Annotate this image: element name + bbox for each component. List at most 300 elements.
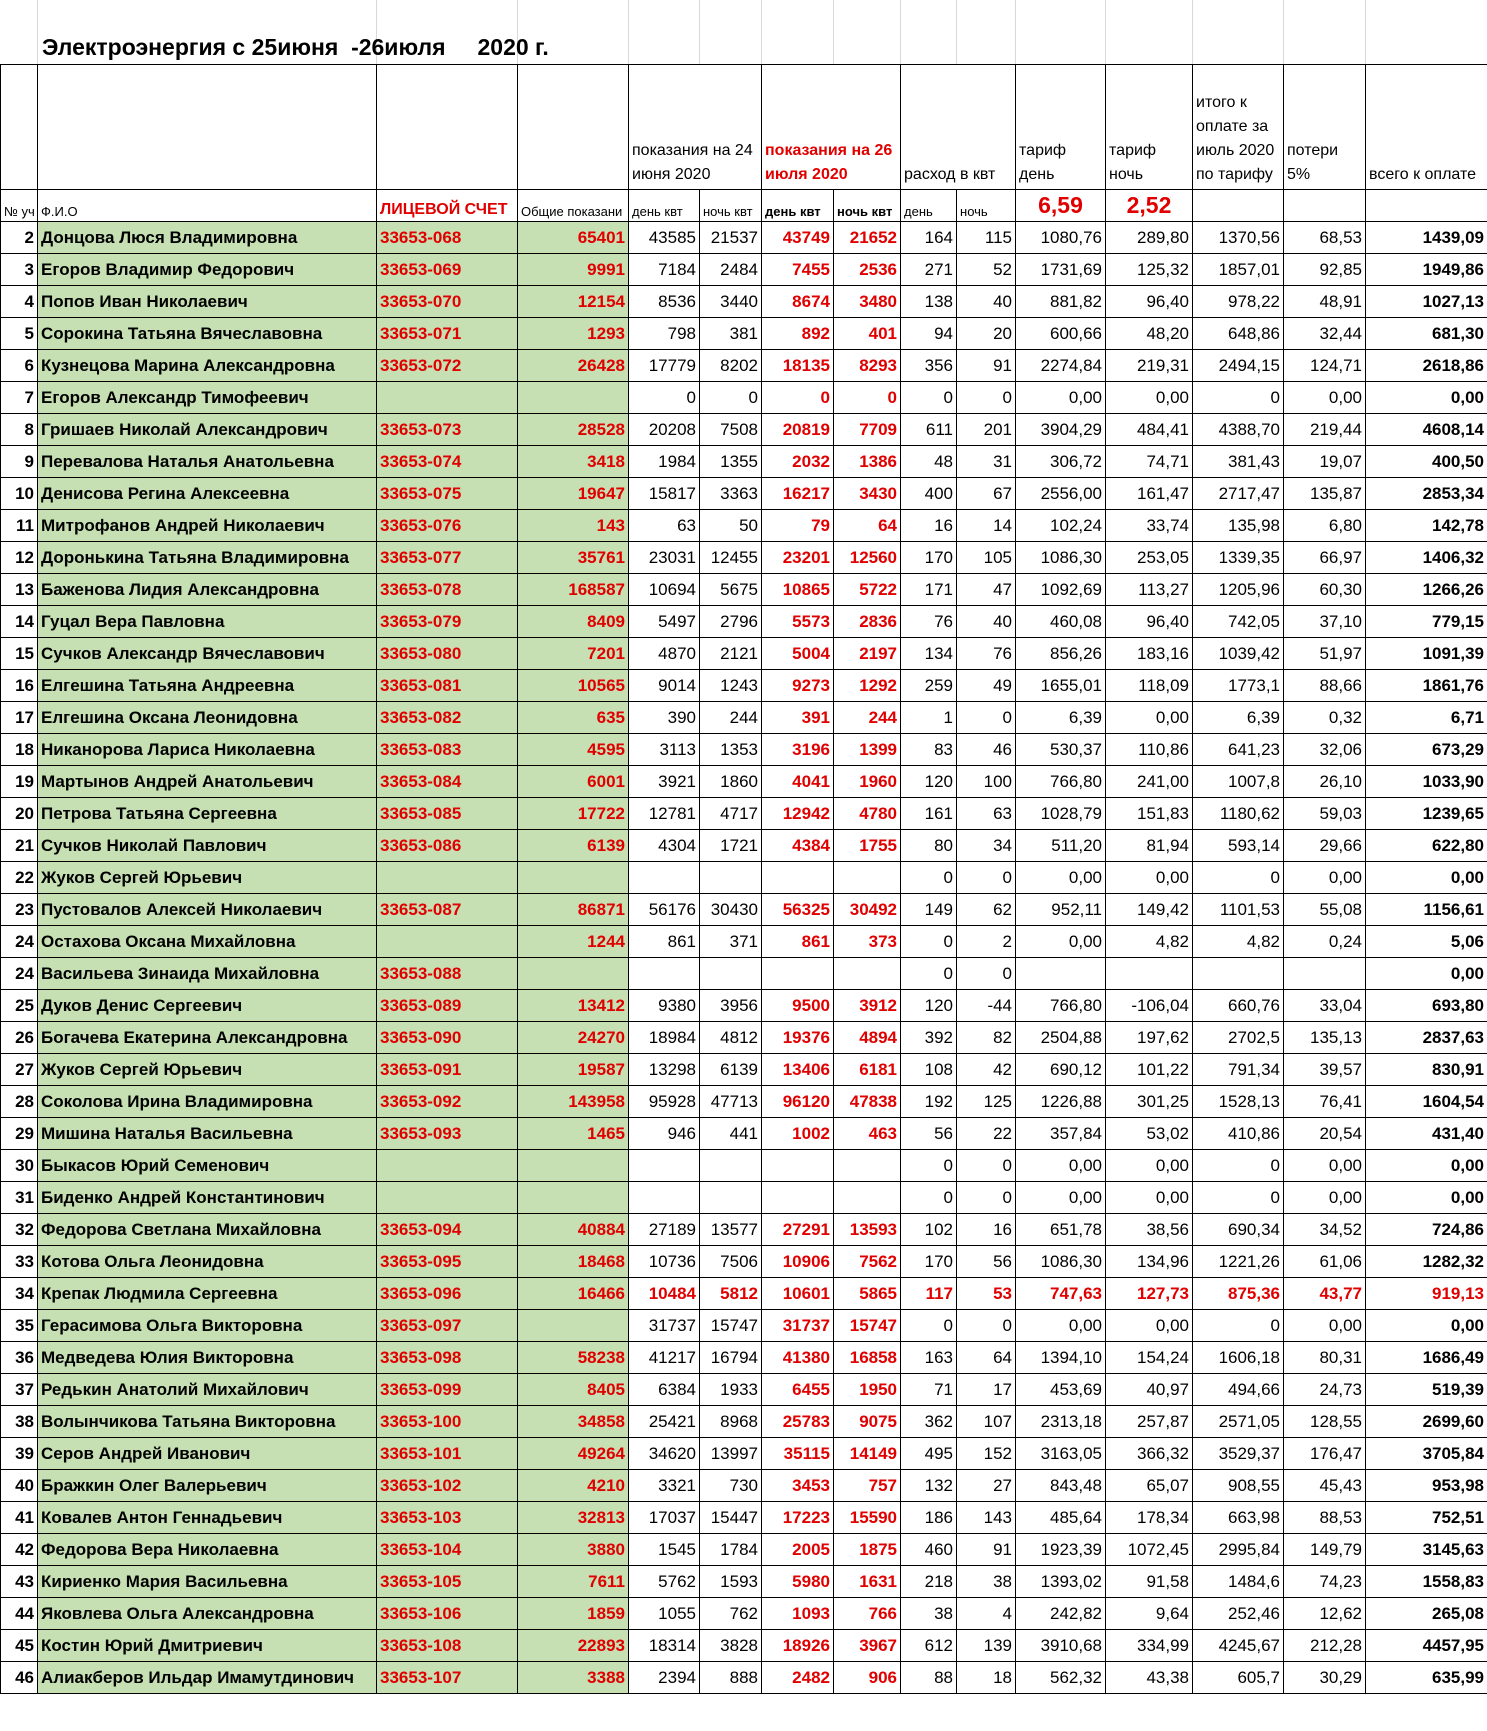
curr-day-kwh-cell: 2005 bbox=[762, 1534, 834, 1566]
usage-night-cell: 76 bbox=[957, 638, 1016, 670]
plot-number-cell: 11 bbox=[1, 510, 38, 542]
table-row bbox=[1, 894, 1487, 926]
cost-night-cell: 366,32 bbox=[1106, 1438, 1193, 1470]
cost-day-cell: 1086,30 bbox=[1016, 542, 1106, 574]
table-row bbox=[1, 702, 1487, 734]
account-number-cell: 33653-101 bbox=[377, 1438, 518, 1470]
sum-by-tariff-cell: 135,98 bbox=[1193, 510, 1284, 542]
total-to-pay-cell: 1033,90 bbox=[1366, 766, 1487, 798]
prev-night-kwh-cell: 50 bbox=[700, 510, 762, 542]
curr-day-kwh-cell: 12942 bbox=[762, 798, 834, 830]
total-to-pay-cell: 673,29 bbox=[1366, 734, 1487, 766]
total-to-pay-cell: 622,80 bbox=[1366, 830, 1487, 862]
cost-day-cell: 766,80 bbox=[1016, 766, 1106, 798]
curr-day-kwh-cell: 8674 bbox=[762, 286, 834, 318]
sum-by-tariff-cell: 252,46 bbox=[1193, 1598, 1284, 1630]
curr-day-kwh-cell: 0 bbox=[762, 382, 834, 414]
prev-night-kwh-cell: 47713 bbox=[700, 1086, 762, 1118]
usage-day-cell: 16 bbox=[901, 510, 957, 542]
owner-name-cell: Быкасов Юрий Семенович bbox=[38, 1150, 377, 1182]
losses-cell: 39,57 bbox=[1284, 1054, 1366, 1086]
prev-night-kwh-cell: 13997 bbox=[700, 1438, 762, 1470]
curr-day-kwh-cell: 56325 bbox=[762, 894, 834, 926]
sum-by-tariff-cell: 0 bbox=[1193, 1182, 1284, 1214]
subheader-curr-day: день квт bbox=[762, 190, 834, 222]
prev-day-kwh-cell: 15817 bbox=[629, 478, 700, 510]
owner-name-cell: Жуков Сергей Юрьевич bbox=[38, 862, 377, 894]
prev-day-kwh-cell: 8536 bbox=[629, 286, 700, 318]
owner-name-cell: Волынчикова Татьяна Викторовна bbox=[38, 1406, 377, 1438]
sum-by-tariff-cell: 660,76 bbox=[1193, 990, 1284, 1022]
cost-night-cell: 334,99 bbox=[1106, 1630, 1193, 1662]
subheader-curr-night: ночь квт bbox=[834, 190, 901, 222]
curr-night-kwh-cell: 21652 bbox=[834, 222, 901, 254]
table-row bbox=[1, 1310, 1487, 1342]
usage-night-cell: 27 bbox=[957, 1470, 1016, 1502]
losses-cell: 37,10 bbox=[1284, 606, 1366, 638]
usage-night-cell: 14 bbox=[957, 510, 1016, 542]
subheader-name: Ф.И.О bbox=[38, 190, 377, 222]
losses-cell: 30,29 bbox=[1284, 1662, 1366, 1694]
usage-day-cell: 0 bbox=[901, 382, 957, 414]
owner-name-cell: Алиакберов Ильдар Имамутдинович bbox=[38, 1662, 377, 1694]
total-to-pay-cell: 3705,84 bbox=[1366, 1438, 1487, 1470]
sum-by-tariff-cell: 1205,96 bbox=[1193, 574, 1284, 606]
plot-number-cell: 44 bbox=[1, 1598, 38, 1630]
total-readings-cell: 4210 bbox=[518, 1470, 629, 1502]
account-number-cell bbox=[377, 382, 518, 414]
curr-night-kwh-cell bbox=[834, 1182, 901, 1214]
account-number-cell: 33653-097 bbox=[377, 1310, 518, 1342]
curr-night-kwh-cell: 16858 bbox=[834, 1342, 901, 1374]
table-row bbox=[1, 926, 1487, 958]
plot-number-cell: 14 bbox=[1, 606, 38, 638]
owner-name-cell: Редькин Анатолий Михайлович bbox=[38, 1374, 377, 1406]
table-row bbox=[1, 1470, 1487, 1502]
prev-night-kwh-cell: 441 bbox=[700, 1118, 762, 1150]
account-number-cell: 33653-084 bbox=[377, 766, 518, 798]
total-to-pay-cell: 830,91 bbox=[1366, 1054, 1487, 1086]
curr-night-kwh-cell bbox=[834, 862, 901, 894]
prev-night-kwh-cell: 1593 bbox=[700, 1566, 762, 1598]
cost-night-cell: 484,41 bbox=[1106, 414, 1193, 446]
table-row bbox=[1, 670, 1487, 702]
curr-night-kwh-cell: 757 bbox=[834, 1470, 901, 1502]
sum-by-tariff-cell: 1370,56 bbox=[1193, 222, 1284, 254]
prev-night-kwh-cell: 7506 bbox=[700, 1246, 762, 1278]
curr-night-kwh-cell: 64 bbox=[834, 510, 901, 542]
prev-day-kwh-cell: 3113 bbox=[629, 734, 700, 766]
table-row bbox=[1, 798, 1487, 830]
prev-day-kwh-cell: 10484 bbox=[629, 1278, 700, 1310]
account-number-cell: 33653-093 bbox=[377, 1118, 518, 1150]
losses-cell: 24,73 bbox=[1284, 1374, 1366, 1406]
total-to-pay-cell: 1686,49 bbox=[1366, 1342, 1487, 1374]
plot-number-cell: 39 bbox=[1, 1438, 38, 1470]
total-readings-cell bbox=[518, 862, 629, 894]
usage-night-cell: 47 bbox=[957, 574, 1016, 606]
usage-night-cell: 38 bbox=[957, 1566, 1016, 1598]
usage-day-cell: 1 bbox=[901, 702, 957, 734]
curr-night-kwh-cell: 0 bbox=[834, 382, 901, 414]
usage-night-cell: 100 bbox=[957, 766, 1016, 798]
account-number-cell: 33653-098 bbox=[377, 1342, 518, 1374]
total-to-pay-cell: 681,30 bbox=[1366, 318, 1487, 350]
plot-number-cell: 29 bbox=[1, 1118, 38, 1150]
curr-day-kwh-cell: 3453 bbox=[762, 1470, 834, 1502]
usage-day-cell: 171 bbox=[901, 574, 957, 606]
total-readings-cell: 1859 bbox=[518, 1598, 629, 1630]
account-number-cell: 33653-092 bbox=[377, 1086, 518, 1118]
cost-day-cell: 1394,10 bbox=[1016, 1342, 1106, 1374]
plot-number-cell: 33 bbox=[1, 1246, 38, 1278]
cost-day-cell: 530,37 bbox=[1016, 734, 1106, 766]
losses-cell: 128,55 bbox=[1284, 1406, 1366, 1438]
prev-day-kwh-cell: 798 bbox=[629, 318, 700, 350]
sum-by-tariff-cell: 0 bbox=[1193, 862, 1284, 894]
prev-night-kwh-cell: 3828 bbox=[700, 1630, 762, 1662]
curr-day-kwh-cell: 1093 bbox=[762, 1598, 834, 1630]
sum-by-tariff-cell: 4,82 bbox=[1193, 926, 1284, 958]
cost-night-cell: 1072,45 bbox=[1106, 1534, 1193, 1566]
cost-day-cell: 2504,88 bbox=[1016, 1022, 1106, 1054]
usage-day-cell: 170 bbox=[901, 1246, 957, 1278]
cost-day-cell: 1080,76 bbox=[1016, 222, 1106, 254]
usage-night-cell: 0 bbox=[957, 958, 1016, 990]
plot-number-cell: 10 bbox=[1, 478, 38, 510]
total-to-pay-cell: 265,08 bbox=[1366, 1598, 1487, 1630]
total-to-pay-cell: 2618,86 bbox=[1366, 350, 1487, 382]
prev-day-kwh-cell: 12781 bbox=[629, 798, 700, 830]
table-row bbox=[1, 638, 1487, 670]
cost-night-cell: 219,31 bbox=[1106, 350, 1193, 382]
plot-number-cell: 25 bbox=[1, 990, 38, 1022]
losses-cell: 74,23 bbox=[1284, 1566, 1366, 1598]
losses-cell: 219,44 bbox=[1284, 414, 1366, 446]
prev-night-kwh-cell: 16794 bbox=[700, 1342, 762, 1374]
curr-day-kwh-cell: 6455 bbox=[762, 1374, 834, 1406]
cost-night-cell: 43,38 bbox=[1106, 1662, 1193, 1694]
curr-day-kwh-cell: 18926 bbox=[762, 1630, 834, 1662]
cost-day-cell: 881,82 bbox=[1016, 286, 1106, 318]
curr-day-kwh-cell: 10865 bbox=[762, 574, 834, 606]
losses-cell: 29,66 bbox=[1284, 830, 1366, 862]
plot-number-cell: 23 bbox=[1, 894, 38, 926]
losses-cell: 135,87 bbox=[1284, 478, 1366, 510]
curr-day-kwh-cell: 10906 bbox=[762, 1246, 834, 1278]
usage-night-cell: 105 bbox=[957, 542, 1016, 574]
cost-day-cell: 651,78 bbox=[1016, 1214, 1106, 1246]
plot-number-cell: 4 bbox=[1, 286, 38, 318]
curr-night-kwh-cell: 3480 bbox=[834, 286, 901, 318]
curr-night-kwh-cell: 463 bbox=[834, 1118, 901, 1150]
account-number-cell: 33653-108 bbox=[377, 1630, 518, 1662]
total-readings-cell: 10565 bbox=[518, 670, 629, 702]
prev-day-kwh-cell bbox=[629, 1150, 700, 1182]
owner-name-cell: Егоров Владимир Федорович bbox=[38, 254, 377, 286]
curr-day-kwh-cell: 35115 bbox=[762, 1438, 834, 1470]
account-number-cell: 33653-089 bbox=[377, 990, 518, 1022]
usage-night-cell: 52 bbox=[957, 254, 1016, 286]
usage-day-cell: 218 bbox=[901, 1566, 957, 1598]
total-readings-cell: 19647 bbox=[518, 478, 629, 510]
sum-by-tariff-cell: 0 bbox=[1193, 1150, 1284, 1182]
prev-night-kwh-cell: 371 bbox=[700, 926, 762, 958]
curr-night-kwh-cell: 7709 bbox=[834, 414, 901, 446]
header-row bbox=[1, 65, 1487, 190]
prev-night-kwh-cell: 8968 bbox=[700, 1406, 762, 1438]
prev-night-kwh-cell: 1933 bbox=[700, 1374, 762, 1406]
subheader-row bbox=[1, 190, 1487, 222]
plot-number-cell: 26 bbox=[1, 1022, 38, 1054]
account-number-cell bbox=[377, 1150, 518, 1182]
curr-day-kwh-cell: 23201 bbox=[762, 542, 834, 574]
plot-number-cell: 36 bbox=[1, 1342, 38, 1374]
total-to-pay-cell: 1604,54 bbox=[1366, 1086, 1487, 1118]
total-readings-cell: 12154 bbox=[518, 286, 629, 318]
cost-night-cell: 0,00 bbox=[1106, 1310, 1193, 1342]
account-number-cell: 33653-095 bbox=[377, 1246, 518, 1278]
cost-night-cell: 301,25 bbox=[1106, 1086, 1193, 1118]
curr-night-kwh-cell: 1631 bbox=[834, 1566, 901, 1598]
prev-night-kwh-cell: 8202 bbox=[700, 350, 762, 382]
tariff-day-value: 6,59 bbox=[1016, 190, 1106, 222]
prev-night-kwh-cell: 4812 bbox=[700, 1022, 762, 1054]
curr-day-kwh-cell: 20819 bbox=[762, 414, 834, 446]
usage-night-cell: 49 bbox=[957, 670, 1016, 702]
cost-night-cell: 96,40 bbox=[1106, 286, 1193, 318]
cost-day-cell: 0,00 bbox=[1016, 862, 1106, 894]
prev-day-kwh-cell: 946 bbox=[629, 1118, 700, 1150]
losses-cell: 80,31 bbox=[1284, 1342, 1366, 1374]
cost-night-cell: 4,82 bbox=[1106, 926, 1193, 958]
total-readings-cell: 9991 bbox=[518, 254, 629, 286]
sum-by-tariff-cell: 1101,53 bbox=[1193, 894, 1284, 926]
losses-cell: 68,53 bbox=[1284, 222, 1366, 254]
curr-day-kwh-cell: 5004 bbox=[762, 638, 834, 670]
curr-day-kwh-cell: 19376 bbox=[762, 1022, 834, 1054]
prev-night-kwh-cell: 30430 bbox=[700, 894, 762, 926]
usage-day-cell: 612 bbox=[901, 1630, 957, 1662]
losses-cell: 26,10 bbox=[1284, 766, 1366, 798]
owner-name-cell: Яковлева Ольга Александровна bbox=[38, 1598, 377, 1630]
table-row bbox=[1, 1566, 1487, 1598]
prev-day-kwh-cell: 18984 bbox=[629, 1022, 700, 1054]
curr-night-kwh-cell: 1399 bbox=[834, 734, 901, 766]
table-row bbox=[1, 222, 1487, 254]
cost-day-cell: 766,80 bbox=[1016, 990, 1106, 1022]
owner-name-cell: Баженова Лидия Александровна bbox=[38, 574, 377, 606]
table-row bbox=[1, 382, 1487, 414]
subheader-total-readings: Общие показани bbox=[518, 190, 629, 222]
total-readings-cell: 143958 bbox=[518, 1086, 629, 1118]
total-readings-cell: 7611 bbox=[518, 1566, 629, 1598]
curr-day-kwh-cell: 96120 bbox=[762, 1086, 834, 1118]
total-to-pay-cell: 0,00 bbox=[1366, 382, 1487, 414]
plot-number-cell: 34 bbox=[1, 1278, 38, 1310]
prev-night-kwh-cell: 15747 bbox=[700, 1310, 762, 1342]
total-to-pay-cell: 1156,61 bbox=[1366, 894, 1487, 926]
prev-night-kwh-cell: 730 bbox=[700, 1470, 762, 1502]
account-number-cell: 33653-077 bbox=[377, 542, 518, 574]
cost-night-cell: 257,87 bbox=[1106, 1406, 1193, 1438]
prev-night-kwh-cell: 244 bbox=[700, 702, 762, 734]
prev-night-kwh-cell: 1353 bbox=[700, 734, 762, 766]
total-to-pay-cell: 1266,26 bbox=[1366, 574, 1487, 606]
prev-night-kwh-cell: 1784 bbox=[700, 1534, 762, 1566]
usage-night-cell: 31 bbox=[957, 446, 1016, 478]
cost-day-cell: 690,12 bbox=[1016, 1054, 1106, 1086]
prev-day-kwh-cell: 4304 bbox=[629, 830, 700, 862]
total-readings-cell: 16466 bbox=[518, 1278, 629, 1310]
prev-day-kwh-cell: 18314 bbox=[629, 1630, 700, 1662]
cost-night-cell bbox=[1106, 958, 1193, 990]
table-row bbox=[1, 1374, 1487, 1406]
owner-name-cell: Соколова Ирина Владимировна bbox=[38, 1086, 377, 1118]
curr-night-kwh-cell: 401 bbox=[834, 318, 901, 350]
curr-day-kwh-cell: 7455 bbox=[762, 254, 834, 286]
plot-number-cell: 20 bbox=[1, 798, 38, 830]
losses-cell: 43,77 bbox=[1284, 1278, 1366, 1310]
curr-night-kwh-cell: 1875 bbox=[834, 1534, 901, 1566]
table-row bbox=[1, 1054, 1487, 1086]
usage-night-cell: 201 bbox=[957, 414, 1016, 446]
cost-night-cell: 161,47 bbox=[1106, 478, 1193, 510]
curr-day-kwh-cell: 13406 bbox=[762, 1054, 834, 1086]
usage-night-cell: 20 bbox=[957, 318, 1016, 350]
total-readings-cell: 58238 bbox=[518, 1342, 629, 1374]
sum-by-tariff-cell: 1221,26 bbox=[1193, 1246, 1284, 1278]
usage-day-cell: 0 bbox=[901, 862, 957, 894]
total-readings-cell: 26428 bbox=[518, 350, 629, 382]
curr-day-kwh-cell: 5980 bbox=[762, 1566, 834, 1598]
total-readings-cell: 1244 bbox=[518, 926, 629, 958]
total-to-pay-cell: 953,98 bbox=[1366, 1470, 1487, 1502]
total-to-pay-cell: 779,15 bbox=[1366, 606, 1487, 638]
prev-night-kwh-cell: 1860 bbox=[700, 766, 762, 798]
usage-night-cell: 115 bbox=[957, 222, 1016, 254]
total-to-pay-cell: 1439,09 bbox=[1366, 222, 1487, 254]
prev-night-kwh-cell: 2796 bbox=[700, 606, 762, 638]
owner-name-cell: Кириенко Мария Васильевна bbox=[38, 1566, 377, 1598]
total-readings-cell: 34858 bbox=[518, 1406, 629, 1438]
usage-night-cell: 0 bbox=[957, 862, 1016, 894]
table-row bbox=[1, 830, 1487, 862]
prev-night-kwh-cell: 3363 bbox=[700, 478, 762, 510]
plot-number-cell: 43 bbox=[1, 1566, 38, 1598]
losses-cell: 0,00 bbox=[1284, 382, 1366, 414]
cost-night-cell: 183,16 bbox=[1106, 638, 1193, 670]
losses-cell: 45,43 bbox=[1284, 1470, 1366, 1502]
usage-night-cell: 82 bbox=[957, 1022, 1016, 1054]
cost-day-cell: 1923,39 bbox=[1016, 1534, 1106, 1566]
usage-day-cell: 71 bbox=[901, 1374, 957, 1406]
owner-name-cell: Федорова Светлана Михайловна bbox=[38, 1214, 377, 1246]
usage-day-cell: 48 bbox=[901, 446, 957, 478]
curr-day-kwh-cell: 18135 bbox=[762, 350, 834, 382]
account-number-cell: 33653-079 bbox=[377, 606, 518, 638]
total-to-pay-cell: 693,80 bbox=[1366, 990, 1487, 1022]
owner-name-cell: Костин Юрий Дмитриевич bbox=[38, 1630, 377, 1662]
usage-day-cell: 0 bbox=[901, 1150, 957, 1182]
curr-night-kwh-cell bbox=[834, 958, 901, 990]
losses-cell: 0,00 bbox=[1284, 1310, 1366, 1342]
curr-night-kwh-cell: 1292 bbox=[834, 670, 901, 702]
table-row bbox=[1, 350, 1487, 382]
account-number-cell: 33653-085 bbox=[377, 798, 518, 830]
prev-day-kwh-cell bbox=[629, 862, 700, 894]
total-readings-cell: 24270 bbox=[518, 1022, 629, 1054]
cost-day-cell: 952,11 bbox=[1016, 894, 1106, 926]
plot-number-cell: 12 bbox=[1, 542, 38, 574]
total-readings-cell: 6001 bbox=[518, 766, 629, 798]
total-readings-cell: 4595 bbox=[518, 734, 629, 766]
cost-night-cell: 151,83 bbox=[1106, 798, 1193, 830]
cost-night-cell: 154,24 bbox=[1106, 1342, 1193, 1374]
curr-night-kwh-cell: 47838 bbox=[834, 1086, 901, 1118]
account-number-cell: 33653-087 bbox=[377, 894, 518, 926]
owner-name-cell: Жуков Сергей Юрьевич bbox=[38, 1054, 377, 1086]
curr-day-kwh-cell: 861 bbox=[762, 926, 834, 958]
owner-name-cell: Сучков Александр Вячеславович bbox=[38, 638, 377, 670]
header-loss: потери 5% bbox=[1284, 65, 1366, 190]
owner-name-cell: Кузнецова Марина Александровна bbox=[38, 350, 377, 382]
cost-day-cell: 485,64 bbox=[1016, 1502, 1106, 1534]
cost-night-cell: 0,00 bbox=[1106, 862, 1193, 894]
total-to-pay-cell: 2837,63 bbox=[1366, 1022, 1487, 1054]
sum-by-tariff-cell: 1857,01 bbox=[1193, 254, 1284, 286]
account-number-cell: 33653-102 bbox=[377, 1470, 518, 1502]
plot-number-cell: 24 bbox=[1, 958, 38, 990]
curr-night-kwh-cell: 3912 bbox=[834, 990, 901, 1022]
curr-night-kwh-cell: 7562 bbox=[834, 1246, 901, 1278]
total-readings-cell bbox=[518, 382, 629, 414]
curr-night-kwh-cell: 12560 bbox=[834, 542, 901, 574]
account-number-cell: 33653-099 bbox=[377, 1374, 518, 1406]
plot-number-cell: 15 bbox=[1, 638, 38, 670]
cost-day-cell: 357,84 bbox=[1016, 1118, 1106, 1150]
plot-number-cell: 13 bbox=[1, 574, 38, 606]
total-to-pay-cell: 431,40 bbox=[1366, 1118, 1487, 1150]
account-number-cell: 33653-086 bbox=[377, 830, 518, 862]
prev-day-kwh-cell: 1545 bbox=[629, 1534, 700, 1566]
sum-by-tariff-cell: 381,43 bbox=[1193, 446, 1284, 478]
curr-night-kwh-cell: 9075 bbox=[834, 1406, 901, 1438]
prev-day-kwh-cell: 5762 bbox=[629, 1566, 700, 1598]
usage-night-cell: 152 bbox=[957, 1438, 1016, 1470]
cost-night-cell: 110,86 bbox=[1106, 734, 1193, 766]
losses-cell: 135,13 bbox=[1284, 1022, 1366, 1054]
header-cell bbox=[1, 65, 38, 190]
curr-day-kwh-cell: 9500 bbox=[762, 990, 834, 1022]
curr-night-kwh-cell: 1950 bbox=[834, 1374, 901, 1406]
usage-night-cell: 56 bbox=[957, 1246, 1016, 1278]
usage-day-cell: 163 bbox=[901, 1342, 957, 1374]
losses-cell: 0,00 bbox=[1284, 862, 1366, 894]
cost-night-cell: 197,62 bbox=[1106, 1022, 1193, 1054]
curr-night-kwh-cell: 6181 bbox=[834, 1054, 901, 1086]
cost-night-cell: 113,27 bbox=[1106, 574, 1193, 606]
usage-night-cell: 107 bbox=[957, 1406, 1016, 1438]
owner-name-cell: Пустовалов Алексей Николаевич bbox=[38, 894, 377, 926]
total-to-pay-cell: 3145,63 bbox=[1366, 1534, 1487, 1566]
prev-night-kwh-cell bbox=[700, 1150, 762, 1182]
losses-cell: 92,85 bbox=[1284, 254, 1366, 286]
prev-night-kwh-cell: 1355 bbox=[700, 446, 762, 478]
usage-night-cell: 0 bbox=[957, 702, 1016, 734]
sum-by-tariff-cell: 791,34 bbox=[1193, 1054, 1284, 1086]
table-row bbox=[1, 478, 1487, 510]
